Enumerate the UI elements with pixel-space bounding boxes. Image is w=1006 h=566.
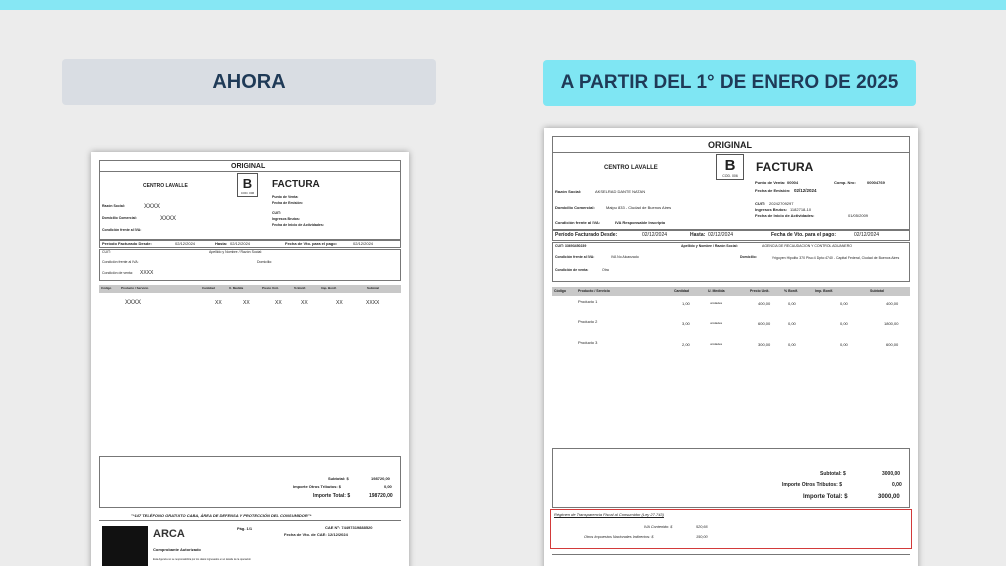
row-bonif: XX	[301, 300, 308, 306]
razon-social-label: Razón Social:	[102, 204, 125, 208]
header-from-2025: A PARTIR DEL 1° DE ENERO DE 2025	[543, 60, 916, 106]
total-label: Importe Total: $	[803, 494, 848, 500]
subtotal-value: 198720,00	[371, 476, 390, 481]
subtotal-value: 3000,00	[882, 471, 901, 477]
row-imp-bonif: XX	[336, 300, 343, 306]
periodo-hasta-value: 02/12/2024	[708, 232, 734, 238]
vto-label: Fecha de Vto. para el pago:	[285, 241, 338, 246]
col-medida: U. Medida	[708, 289, 725, 293]
punto-venta-value: 00004	[787, 180, 799, 185]
row-medida: XX	[243, 300, 250, 306]
client-venta-label: Condición de venta:	[555, 268, 589, 272]
row-precio: XX	[275, 300, 282, 306]
otros-value: 0,00	[892, 482, 902, 488]
client-name-label: Apellido y Nombre / Razón Social:	[681, 244, 738, 248]
client-domicilio: Domicilio:	[257, 260, 273, 264]
col-precio: Precio Unit.	[262, 286, 279, 290]
cae-number: CAE Nº: 74497319888520	[325, 525, 373, 530]
punto-venta: Punto de Venta:	[272, 195, 299, 199]
regimen-label: Régimen de Transparencia Fiscal al Consumidor (Ley 27.743)	[554, 512, 664, 517]
row-cantidad: XX	[215, 300, 222, 306]
header-now: AHORA	[62, 59, 436, 105]
domicilio-label: Domicilio Comercial:	[102, 216, 137, 220]
iibb-label: Ingresos Brutos:	[272, 217, 301, 221]
client-cuit: CUIT: 33693450239	[555, 244, 587, 248]
razon-social-value: XXXX	[144, 204, 161, 210]
periodo-hasta-value: 02/12/2024	[230, 241, 251, 246]
invoice-header-box	[99, 160, 401, 240]
client-iva-label: Condición frente al IVA:	[555, 255, 595, 259]
fecha-emision-value: 02/12/2024	[794, 188, 817, 193]
razon-social-label: Razón Social:	[555, 189, 582, 194]
client-domicilio-value: Yrigoyen Hipolito 370 Piso:4 Dpto:4740 - Capital Federal, Ciudad de Buenos Aires	[771, 256, 900, 260]
client-name-label: Apellido y Nombre / Razón Social:	[209, 250, 263, 254]
subtotal-label: Subtotal: $	[820, 471, 846, 477]
vto-label: Fecha de Vto. para el pago:	[771, 232, 837, 238]
cuit-label: CUIT:	[272, 211, 281, 215]
vto-value: 02/12/2024	[854, 232, 880, 238]
otros-impuestos-value: 150,00	[696, 535, 708, 539]
periodo-hasta-label: Hasta:	[215, 241, 228, 246]
col-producto: Producto / Servicio	[578, 289, 610, 293]
client-cuit: CUIT:	[102, 250, 111, 254]
col-codigo: Código	[101, 286, 112, 290]
client-name-value: AGENCIA DE RECAUDACION Y CONTROL ADUANERO	[762, 244, 852, 248]
iibb-label: Ingresos Brutos:	[755, 207, 788, 212]
client-iva: Condición frente al IVA:	[102, 260, 139, 264]
iibb-value: 1182718-10	[790, 207, 812, 212]
otros-value: 0,00	[384, 484, 392, 489]
cuit-label: CUIT:	[755, 201, 766, 206]
fecha-emision: Fecha de Emisión:	[272, 201, 303, 205]
cuit-value: 20242709297	[769, 201, 794, 206]
comprobante-autorizado: Comprobante Autorizado	[153, 547, 201, 552]
col-subtotal: Subtotal	[367, 286, 379, 290]
iva-contenido-value: 520,66	[696, 525, 708, 529]
col-bonif: % Bonif.	[784, 289, 798, 293]
iva-value: IVA Responsable Inscripto	[615, 220, 666, 225]
periodo-desde-label: Período Facturado Desde:	[555, 232, 618, 238]
client-iva-value: IVA No Alcanzado	[611, 255, 639, 259]
invoice-2025: ORIGINAL CENTRO LAVALLE B COD. 006 FACTURA Punto de Venta: 00004 Comp. Nro: 00004769 Fecha de Emisión: 02/12/2024 Razón Social: AKSELRAD DANTE NATAN Domicilio Comercial: Maipu 833 - Ciudad de Buenos Aires CUIT: 20242709297 Ingresos Brutos: 1182718-10 Fecha de Inicio de Actividades: 01/05/2009 Condición frente al IVA: IVA Responsable Inscripto Período Facturado Desde: 02/12/2024 Hasta: 02/12/2024 Fecha de Vto. para el pago: 02/12/2024 CUIT: 33693450239 Apellido y Nombre / Razón Social: AGENCIA DE RECAUDACION Y CONTROL ADUANERO Condición frente al IVA: IVA No Alcanzado Domicilio: Yrigoyen Hipolito 370 Piso:4 Dpto:4740 - Capital Federal, Ciudad de Buenos Aires Condición de venta: Otra Código Producto / Servicio Cantidad U. Medida Precio Unit. % Bonif. Imp. Bonif. Subtotal Producto 1 1,00 unidades 400,00 0,00 0,00 400,00 Producto 2 3,00 unidades 600,00 0,00 0,00 1800,00 Producto 3 2,00 unidades 300,00 0,00 0,00 600,00 Subtotal: $ 3000,00 Importe Otros Tributos: $ 0,00 Importe Total: $ 3000,00 Régimen de Transparencia Fiscal al Consumidor (Ley 27.743) IVA Contenido: $ 520,66 Otros Impuestos Nacionales Indirectos: $ 150,00	[544, 128, 918, 566]
original-label: ORIGINAL	[708, 140, 752, 150]
col-medida: U. Medida	[229, 286, 244, 290]
col-codigo: Código	[554, 289, 567, 293]
punto-venta: Punto de Venta:	[755, 180, 786, 185]
original-label: ORIGINAL	[231, 163, 266, 170]
issuer-name: CENTRO LAVALLE	[604, 165, 658, 171]
doc-type: FACTURA	[272, 179, 320, 190]
col-imp-bonif: Imp. Bonif.	[815, 289, 834, 293]
col-bonif: % Bonif.	[294, 286, 306, 290]
col-cantidad: Cantidad	[202, 286, 215, 290]
total-label: Importe Total: $	[313, 493, 351, 499]
row-subtotal: XXXX	[366, 300, 380, 306]
domicilio-value: XXXX	[160, 216, 177, 222]
total-value: 3000,00	[878, 494, 900, 500]
periodo-desde-value: 02/12/2024	[642, 232, 668, 238]
iva-label: Condición frente al IVA:	[555, 220, 601, 225]
vto-value: 02/12/2024	[353, 241, 374, 246]
iva-contenido-label: IVA Contenido: $	[644, 525, 673, 529]
cae-vto: Fecha de Vto. de CAE: 12/12/2024	[284, 532, 348, 537]
domicilio-label: Domicilio Comercial:	[555, 205, 595, 210]
inicio-label: Fecha de Inicio de Actividades:	[272, 223, 324, 227]
inicio-value: 01/05/2009	[848, 213, 869, 218]
col-precio: Precio Unit.	[750, 289, 770, 293]
page-number: Pág. 1/1	[237, 526, 253, 531]
col-imp-bonif: Imp. Bonif.	[321, 286, 337, 290]
fecha-emision: Fecha de Emisión:	[755, 188, 791, 193]
top-accent-bar	[0, 0, 1006, 10]
iva-label: Condición frente al IVA:	[102, 228, 142, 232]
col-producto: Producto / Servicio	[121, 286, 149, 290]
periodo-desde-label: Período Facturado Desde:	[102, 241, 152, 246]
subtotal-label: Subtotal: $	[328, 476, 349, 481]
client-venta-value: Otra	[602, 268, 609, 272]
qr-code-redacted	[102, 526, 148, 566]
totals-box	[552, 448, 910, 508]
domicilio-value: Maipu 833 - Ciudad de Buenos Aires	[606, 205, 672, 210]
otros-impuestos-label: Otros Impuestos Nacionales Indirectos: $	[584, 535, 654, 539]
client-domicilio-label: Domicilio:	[740, 255, 757, 259]
otros-label: Importe Otros Tributos: $	[782, 482, 843, 488]
totals-box	[99, 456, 401, 508]
periodo-hasta-label: Hasta:	[690, 232, 706, 238]
otros-label: Importe Otros Tributos: $	[293, 484, 342, 489]
client-venta-label: Condición de venta:	[102, 271, 133, 275]
row-producto: XXXX	[125, 300, 142, 306]
disclaimer: Esta Agencia no se responsabiliza por los datos ingresados en el detalle de la operación	[153, 558, 251, 561]
client-venta-value: XXXX	[140, 270, 154, 276]
comp-nro-value: 00004769	[867, 180, 885, 185]
inicio-label: Fecha de Inicio de Actividades:	[755, 213, 815, 218]
col-cantidad: Cantidad	[674, 289, 689, 293]
comp-nro-label: Comp. Nro:	[834, 180, 856, 185]
total-value: 198720,00	[369, 493, 393, 499]
invoice-letter-box: B COD. 006	[237, 173, 258, 197]
consumer-note: "*147 TELÉFONO GRATUITO CABA, ÁREA DE DEFENSA Y PROTECCIÓN DEL CONSUMIDOR"*	[131, 513, 312, 518]
razon-social-value: AKSELRAD DANTE NATAN	[595, 189, 646, 194]
arca-logo: ARCA	[153, 528, 185, 540]
col-subtotal: Subtotal	[870, 289, 884, 293]
periodo-desde-value: 02/12/2024	[175, 241, 196, 246]
doc-type: FACTURA	[756, 160, 814, 174]
invoice-letter-box: B COD. 006	[716, 154, 744, 180]
issuer-name: CENTRO LAVALLE	[143, 183, 188, 189]
invoice-current	[91, 152, 409, 566]
